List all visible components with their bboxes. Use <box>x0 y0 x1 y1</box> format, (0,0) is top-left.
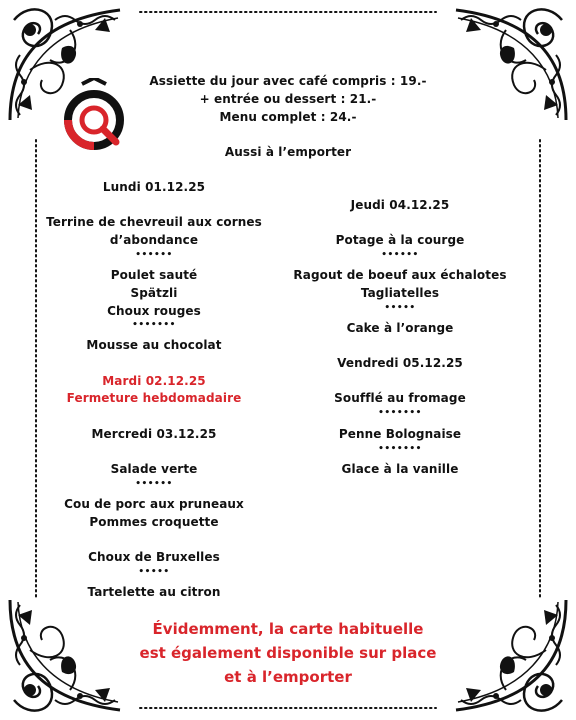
mercredi-starter: Salade verte <box>110 462 198 476</box>
day-title-lundi: Lundi 01.12.25 <box>102 180 206 194</box>
lundi-main-line1: Poulet sauté <box>110 268 198 282</box>
vendredi-starter: Soufflé au fromage <box>334 391 466 405</box>
takeaway-note: Aussi à l’emporter <box>224 145 352 159</box>
separator-dots: ••••• <box>138 567 170 577</box>
separator-dots: •••••• <box>135 250 173 260</box>
price-line-extra: + entrée ou dessert : 21.- <box>199 92 377 106</box>
price-line-full-menu: Menu complet : 24.- <box>219 110 357 124</box>
mercredi-dessert: Tartelette au citron <box>87 585 221 599</box>
lundi-dessert: Mousse au chocolat <box>86 338 222 352</box>
jeudi-starter: Potage à la courge <box>335 233 465 247</box>
mardi-closure-note: Fermeture hebdomadaire <box>66 391 242 405</box>
separator-dots: ••••••• <box>378 408 422 418</box>
lundi-main-line3: Choux rouges <box>107 304 201 318</box>
vendredi-dessert: Glace à la vanille <box>341 462 459 476</box>
separator-dots: ••••••• <box>132 320 176 330</box>
jeudi-main-line2: Tagliatelles <box>360 286 440 300</box>
lundi-starter-line1: Terrine de chevreuil aux cornes <box>46 215 262 229</box>
day-title-mercredi: Mercredi 03.12.25 <box>91 427 217 441</box>
vendredi-main: Penne Bolognaise <box>338 427 462 441</box>
mercredi-side: Choux de Bruxelles <box>88 550 220 564</box>
footer-line2: est également disponible sur place <box>139 644 437 662</box>
ornament-corner-top-right <box>456 9 566 120</box>
mercredi-main-line1: Cou de porc aux pruneaux <box>64 497 244 511</box>
separator-dots: •••••• <box>381 250 419 260</box>
jeudi-dessert: Cake à l’orange <box>346 321 454 335</box>
day-title-jeudi: Jeudi 04.12.25 <box>350 198 450 212</box>
day-title-mardi: Mardi 02.12.25 <box>102 374 206 388</box>
footer-line1: Évidemment, la carte habituelle <box>152 620 424 638</box>
lundi-main-line2: Spätzli <box>130 286 178 300</box>
day-title-vendredi: Vendredi 05.12.25 <box>337 356 463 370</box>
magnifier-logo-icon <box>56 78 132 154</box>
lundi-starter-line2: d’abondance <box>109 233 199 247</box>
footer-line3: et à l’emporter <box>224 668 352 686</box>
separator-dots: ••••••• <box>378 444 422 454</box>
separator-dots: ••••• <box>384 303 416 313</box>
jeudi-main-line1: Ragout de boeuf aux échalotes <box>293 268 507 282</box>
price-line-plate: Assiette du jour avec café compris : 19.- <box>149 74 427 88</box>
separator-dots: •••••• <box>135 479 173 489</box>
mercredi-main-line2: Pommes croquette <box>89 515 219 529</box>
